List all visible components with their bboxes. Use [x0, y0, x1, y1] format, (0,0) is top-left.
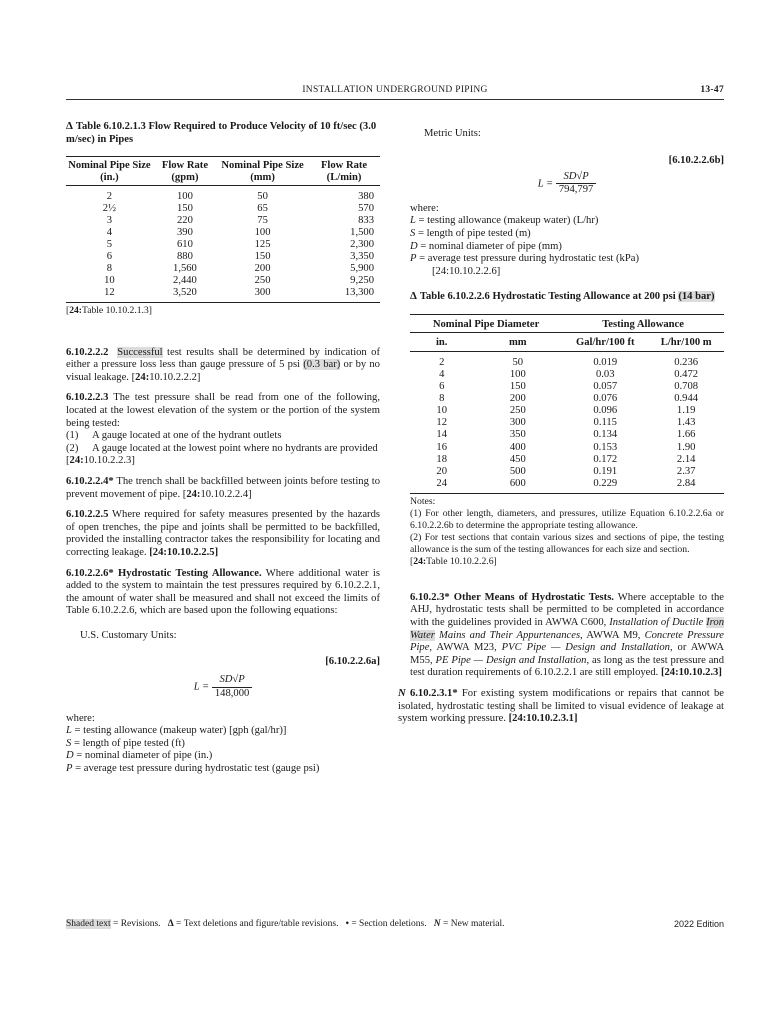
table-row: [410, 466, 724, 478]
left-column: [66, 120, 380, 776]
equation-b: L = $\frac{SD√P}{794,797}$: [410, 171, 724, 197]
revision-highlight: (14 bar): [678, 291, 715, 303]
table-cell: 1,560: [173, 263, 197, 274]
table-row: [410, 454, 724, 466]
table-row: [66, 215, 380, 227]
definition-line: L = testing allowance (makeup water) [gph (gal/hr)]: [66, 725, 287, 737]
table-cell: 2: [439, 356, 445, 368]
table-row: [410, 369, 724, 381]
table-row: [66, 275, 380, 287]
table-cell: 10: [436, 405, 447, 417]
table-row: [410, 351, 724, 369]
table-cell: 65: [257, 203, 268, 214]
list-item: (1) A gauge located at one of the hydrant outlets: [66, 430, 282, 442]
new-material-icon: N: [433, 919, 441, 929]
revision-highlight: Iron Water: [410, 617, 725, 641]
table-cell: 18: [436, 453, 447, 465]
shaded-text-sample: Shaded text: [66, 919, 111, 929]
table-cell: 0.708: [674, 381, 699, 393]
table-group-header: Testing Allowance: [562, 314, 724, 333]
equation-numerator: SD√P: [556, 171, 596, 185]
table-cell: 0.096: [593, 405, 618, 417]
definition-line: P = average test pressure during hydrostatic test (gauge psi): [66, 763, 320, 775]
table-cell: 500: [509, 465, 526, 477]
equation-denominator: 794,797: [558, 184, 594, 196]
table-cell: 220: [177, 215, 193, 226]
edition-label: 2022 Edition: [673, 919, 724, 929]
table-cell: 0.472: [674, 368, 699, 380]
table2-caption: Δ Table 6.10.2.2.6 Hydrostatic Testing Allowance at 200 psi (14 bar): [410, 290, 715, 303]
table-header-cell: Nominal Pipe Size (mm): [217, 157, 308, 186]
table-row: [66, 186, 380, 204]
table-header-cell: Flow Rate (gpm): [153, 157, 217, 186]
table-cell: 13,300: [344, 287, 374, 298]
table-cell: 390: [177, 227, 193, 238]
definition-line: S = length of pipe tested (ft): [66, 737, 185, 749]
section-6-10-2-2-6: 6.10.2.2.6* Hydrostatic Testing Allowance. Where additional water is added to the system to maintain the test pressures required by 6.10.2.2.1, the amount of water shall be measured and shall not exceed the limits of Table 6.10.2.2.6, which are based upon the following equations:: [66, 567, 380, 617]
table-cell: 100: [177, 191, 193, 202]
table-cell: 6: [439, 381, 445, 393]
table-group-header-row: [410, 314, 724, 333]
table-cell: 610: [177, 239, 193, 250]
table-header-cell: mm: [473, 333, 562, 352]
table-cell: 5: [106, 239, 113, 250]
notes-title: Notes:: [410, 495, 436, 507]
table-row: [410, 442, 724, 454]
equation-ref-b: [6.10.2.2.6b]: [668, 154, 724, 166]
table-cell: 1.90: [676, 441, 696, 453]
table-cell: 0.03: [595, 368, 615, 380]
table-cell: 200: [509, 393, 526, 405]
table-cell: 6: [106, 251, 113, 262]
table-cell: 150: [509, 381, 526, 393]
table1-caption: Δ Table 6.10.2.1.3 Flow Required to Produce Velocity of 10 ft/sec (3.0 m/sec) in Pipes: [66, 120, 377, 145]
table-cell: 100: [254, 227, 271, 238]
definition-line: S = length of pipe tested (m): [410, 227, 531, 239]
revision-highlight: Successful: [117, 346, 163, 358]
definition-line: P = average test pressure during hydrostatic test (kPa): [410, 253, 639, 265]
table-cell: 20: [436, 465, 447, 477]
testing-allowance-table: [410, 314, 724, 494]
table-cell: 250: [254, 275, 271, 286]
table-cell: 300: [509, 417, 526, 429]
table-header-cell: in.: [410, 333, 473, 352]
table-cell: 350: [509, 429, 526, 441]
table-cell: 0.115: [593, 417, 617, 429]
table-cell: 24: [436, 477, 447, 489]
table-cell: 9,250: [350, 275, 374, 286]
page-number: 13-47: [700, 85, 724, 95]
table-cell: 16: [436, 441, 447, 453]
table-row: [410, 393, 724, 405]
right-column: [398, 128, 725, 726]
table-cell: 2.37: [676, 465, 696, 477]
equation-ref-a: [6.10.2.2.6a]: [325, 656, 380, 668]
table-cell: 14: [436, 429, 447, 441]
table-cell: 50: [512, 356, 524, 368]
table-cell: 12: [436, 417, 447, 429]
table-cell: 100: [509, 368, 526, 380]
table-cell: 2½: [102, 203, 117, 214]
table-cell: 200: [254, 263, 271, 274]
testing-allowance-table-body: [410, 351, 724, 493]
definition-line: D = nominal diameter of pipe (in.): [66, 750, 213, 762]
us-units-label: U.S. Customary Units:: [80, 629, 177, 641]
table-cell: 0.153: [593, 441, 618, 453]
table-cell: 300: [254, 287, 271, 298]
table-header-cell: Nominal Pipe Size (in.): [66, 157, 153, 186]
section-6-10-2-3-1: N 6.10.2.3.1* For existing system modifications or repairs that cannot be isolated, hydrostatic testing shall be limited to visual evidence of leakage at system working pressure. [24:10.10.2.3.1]: [398, 688, 724, 725]
section-6-10-2-2-2: 6.10.2.2.2 Successful test results shall be determined by indication of either a pressure loss less than gauge pressure of 5 psi (0.3 bar) or by no visual leakage. [24:10.10.2.2.2]: [66, 346, 381, 383]
metric-units-label: Metric Units:: [424, 128, 481, 139]
header-title: INSTALLATION UNDERGROUND PIPING: [302, 85, 488, 95]
table-row: [410, 429, 724, 441]
table-cell: 10: [104, 275, 115, 286]
table2-notes: [410, 496, 724, 568]
table-row: [410, 417, 724, 429]
table-cell: 0.944: [674, 393, 699, 405]
table-header-row: [410, 333, 724, 352]
footer-legend: Shaded text = Revisions. Δ = Text deletions and figure/table revisions. • = Section deletions. N = New material. 2022 Edition: [66, 919, 724, 929]
table-row: [66, 287, 380, 303]
table-cell: 3: [106, 215, 113, 226]
table-cell: 450: [509, 453, 526, 465]
delta-revision-icon: Δ: [410, 290, 417, 303]
section-reference: [24:10.10.2.2.3]: [66, 455, 135, 467]
table-cell: 2.14: [676, 453, 696, 465]
table-cell: 75: [257, 215, 268, 226]
table-row: [66, 263, 380, 275]
table-cell: 50: [257, 191, 268, 202]
table-cell: 12: [104, 287, 115, 298]
table-cell: 0.172: [593, 453, 618, 465]
delta-revision-icon: Δ: [167, 919, 174, 929]
table-cell: 380: [358, 191, 374, 202]
table-cell: 2,300: [350, 239, 374, 250]
table-cell: 1.43: [676, 417, 696, 429]
table-cell: 8: [106, 263, 113, 274]
table-row: [66, 239, 380, 251]
section-6-10-2-3: 6.10.2.3* Other Means of Hydrostatic Tests. Where acceptable to the AHJ, hydrostatic tests shall be permitted to be completed in accordance with the guidelines provided in AWWA C600, Installation of Ductile Iron Water Mains and Their Appurtenances, AWWA M9, Concrete Pressure Pipe, AWWA M23, PVC Pipe — Design and Installation, or AWWA M55, PE Pipe — Design and Installation, as long as the test pressure and test duration requirements of 6.10.2.2.1 are still employed. [24:10.10.2.3]: [410, 591, 725, 679]
definition-line: L = testing allowance (makeup water) (L/hr): [410, 215, 599, 227]
where-label: where:: [410, 202, 439, 214]
table2-source: [24:Table 10.10.2.2.6]: [410, 555, 497, 567]
table-row: [410, 478, 724, 494]
delta-revision-icon: Δ: [66, 120, 73, 132]
note-item: (2) For test sections that contain various sizes and sections of pipe, the testing allowance is the sum of the testing allowances for each size and section.: [410, 531, 724, 555]
definitions-reference: [24:10.10.2.2.6]: [432, 265, 501, 277]
table-header-cell: L/hr/100 m: [648, 333, 724, 352]
flow-table: [66, 156, 380, 303]
table-cell: 0.076: [593, 393, 618, 405]
running-header: [66, 85, 724, 100]
table-cell: 4: [106, 227, 113, 238]
table-row: [66, 227, 380, 239]
table-cell: 0.134: [593, 429, 618, 441]
bullet-deletion-icon: •: [345, 919, 349, 929]
table-cell: 2.84: [676, 477, 696, 489]
table-cell: 400: [509, 441, 526, 453]
table-header-cell: Gal/hr/100 ft: [562, 333, 648, 352]
table-cell: 150: [177, 203, 193, 214]
table-cell: 0.229: [593, 477, 618, 489]
section-6-10-2-2-3: 6.10.2.2.3 The test pressure shall be read from one of the following, located at the lowest elevation of the system or the portion of the system being tested:: [66, 392, 380, 429]
table-cell: 600: [509, 477, 526, 489]
table-cell: 0.057: [593, 381, 618, 393]
section-6-10-2-2-5: 6.10.2.2.5 Where required for safety measures presented by the hazards of open trenches, the pipe and joints shall be permitted to be backfilled, provided the installing contractor takes the responsibility for locating and correcting leakage. [24:10.10.2.2.5]: [66, 509, 380, 558]
table-cell: 880: [177, 251, 193, 262]
table-header-row: [66, 157, 380, 186]
table-cell: 2: [106, 191, 113, 202]
table-cell: 150: [254, 251, 271, 262]
definition-line: D = nominal diameter of pipe (mm): [410, 240, 562, 252]
equation-a: L = $\frac{SD√P}{148,000}$: [66, 674, 380, 700]
revision-highlight: (0.3 bar): [303, 359, 341, 371]
table-cell: 1.19: [676, 405, 696, 417]
table-row: [66, 203, 380, 215]
table-cell: 125: [254, 239, 271, 250]
table-row: [66, 251, 380, 263]
table1-source: [24:Table 10.10.2.1.3]: [66, 305, 152, 316]
section-6-10-2-2-4: 6.10.2.2.4* The trench shall be backfilled between joints before testing to prevent movement of pipe. [24:10.10.2.2.4]: [66, 475, 380, 500]
table-row: [410, 381, 724, 393]
table-cell: 8: [439, 393, 445, 405]
flow-table-body: [66, 186, 380, 303]
equation-denominator: 148,000: [214, 688, 250, 700]
equation-numerator: SD√P: [212, 674, 252, 688]
table-cell: 2,440: [173, 275, 197, 286]
table-cell: 0.236: [674, 356, 699, 368]
table-cell: 4: [439, 368, 445, 380]
table-cell: 250: [509, 405, 526, 417]
table-group-header: Nominal Pipe Diameter: [410, 314, 562, 333]
table-cell: 1.66: [676, 429, 696, 441]
list-item: (2) A gauge located at the lowest point where no hydrants are provided: [66, 442, 378, 454]
table-cell: 3,350: [350, 251, 374, 262]
where-label: where:: [66, 712, 95, 724]
new-material-icon: N: [398, 688, 406, 700]
table-cell: 5,900: [350, 263, 374, 274]
table-cell: 570: [358, 203, 374, 214]
table-cell: 0.019: [593, 356, 618, 368]
table-cell: 3,520: [173, 287, 197, 298]
table-row: [410, 405, 724, 417]
table-cell: 0.191: [593, 465, 618, 477]
note-item: (1) For other length, diameters, and pressures, utilize Equation 6.10.2.2.6a or 6.10.2.2.6b to determine the appropriate testing allowance.: [410, 507, 724, 531]
table-cell: 1,500: [350, 227, 374, 238]
table-cell: 833: [358, 215, 374, 226]
table-header-cell: Flow Rate (L/min): [308, 157, 380, 186]
